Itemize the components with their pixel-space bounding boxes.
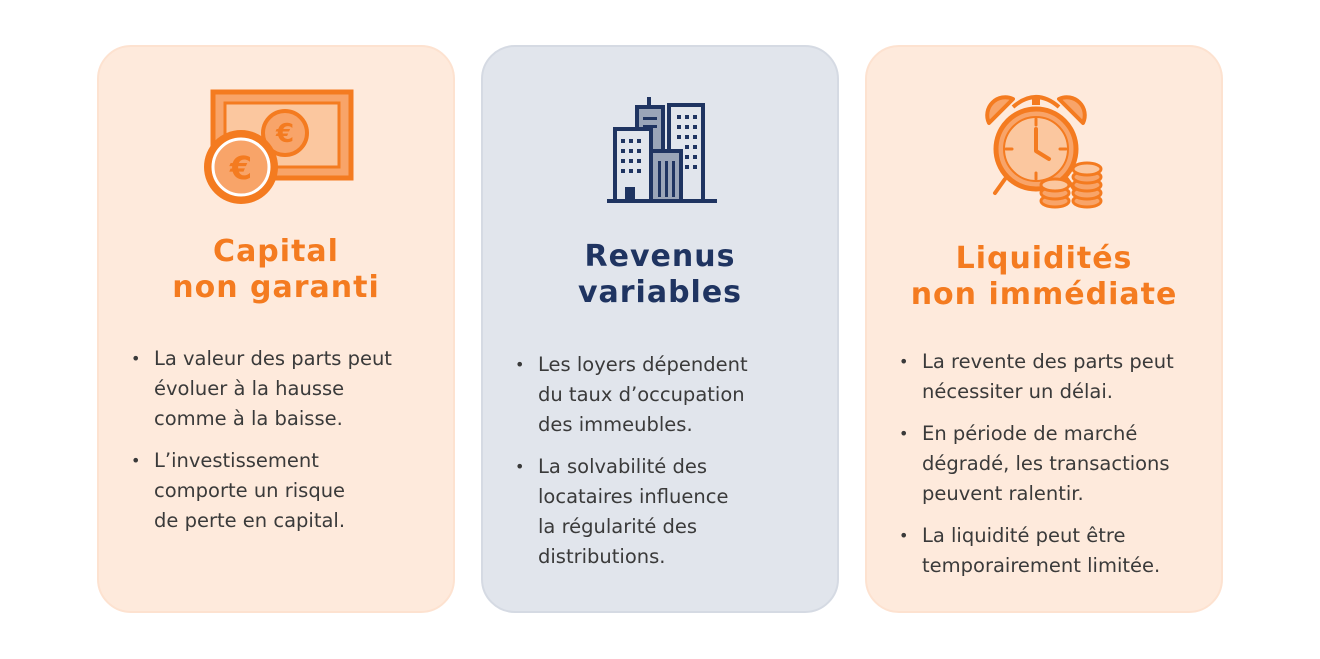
list-item — [897, 347, 1174, 407]
bullet-line: évoluer à la hausse — [154, 377, 345, 400]
bullet-line: • Les loyers dépendent — [538, 353, 748, 376]
bullet-line: comporte un risque — [154, 479, 346, 502]
list-item — [513, 452, 748, 572]
bullet-line: dégradé, les transactions — [922, 452, 1170, 475]
list-item — [897, 419, 1174, 509]
bullet-line: temporairement limitée. — [922, 554, 1161, 577]
bullet-line: de perte en capital. — [154, 509, 346, 532]
bullet-list — [513, 350, 748, 584]
revenue-card — [481, 45, 839, 613]
bullet-line: comme à la baisse. — [154, 407, 343, 430]
title-line-1: Capital — [213, 234, 339, 269]
card-title — [99, 234, 453, 306]
title-line-1: Revenus — [584, 239, 736, 274]
money-icon — [201, 87, 361, 212]
capital-card — [97, 45, 455, 613]
title-line-2: non immédiate — [910, 277, 1178, 312]
buildings-icon — [607, 95, 717, 207]
bullet-line: la régularité des — [538, 515, 698, 538]
bullet-line: • En période de marché — [922, 422, 1138, 445]
list-item — [897, 521, 1174, 581]
title-line-1: Liquidités — [955, 241, 1133, 276]
bullet-line: peuvent ralentir. — [922, 482, 1084, 505]
svg-text:€: € — [229, 149, 253, 187]
list-item — [129, 446, 392, 536]
card-title — [483, 239, 837, 311]
bullet-line: nécessiter un délai. — [922, 380, 1113, 403]
bullet-line: • La solvabilité des — [538, 455, 708, 478]
liquidity-card — [865, 45, 1223, 613]
bullet-line: distributions. — [538, 545, 666, 568]
bullet-line: des immeubles. — [538, 413, 693, 436]
list-item — [129, 344, 392, 434]
bullet-line: • La liquidité peut être — [922, 524, 1126, 547]
title-line-2: non garanti — [172, 270, 380, 305]
svg-text:€: € — [275, 119, 295, 149]
bullet-line: • La revente des parts peut — [922, 350, 1174, 373]
title-line-2: variables — [577, 275, 743, 310]
bullet-list — [129, 344, 392, 548]
card-title — [867, 241, 1221, 313]
bullet-line: locataires influence — [538, 485, 729, 508]
bullet-line: • La valeur des parts peut — [154, 347, 392, 370]
alarm-clock-coins-icon — [983, 89, 1113, 214]
list-item — [513, 350, 748, 440]
bullet-list — [897, 347, 1174, 593]
bullet-line: • L’investissement — [154, 449, 319, 472]
bullet-line: du taux d’occupation — [538, 383, 745, 406]
